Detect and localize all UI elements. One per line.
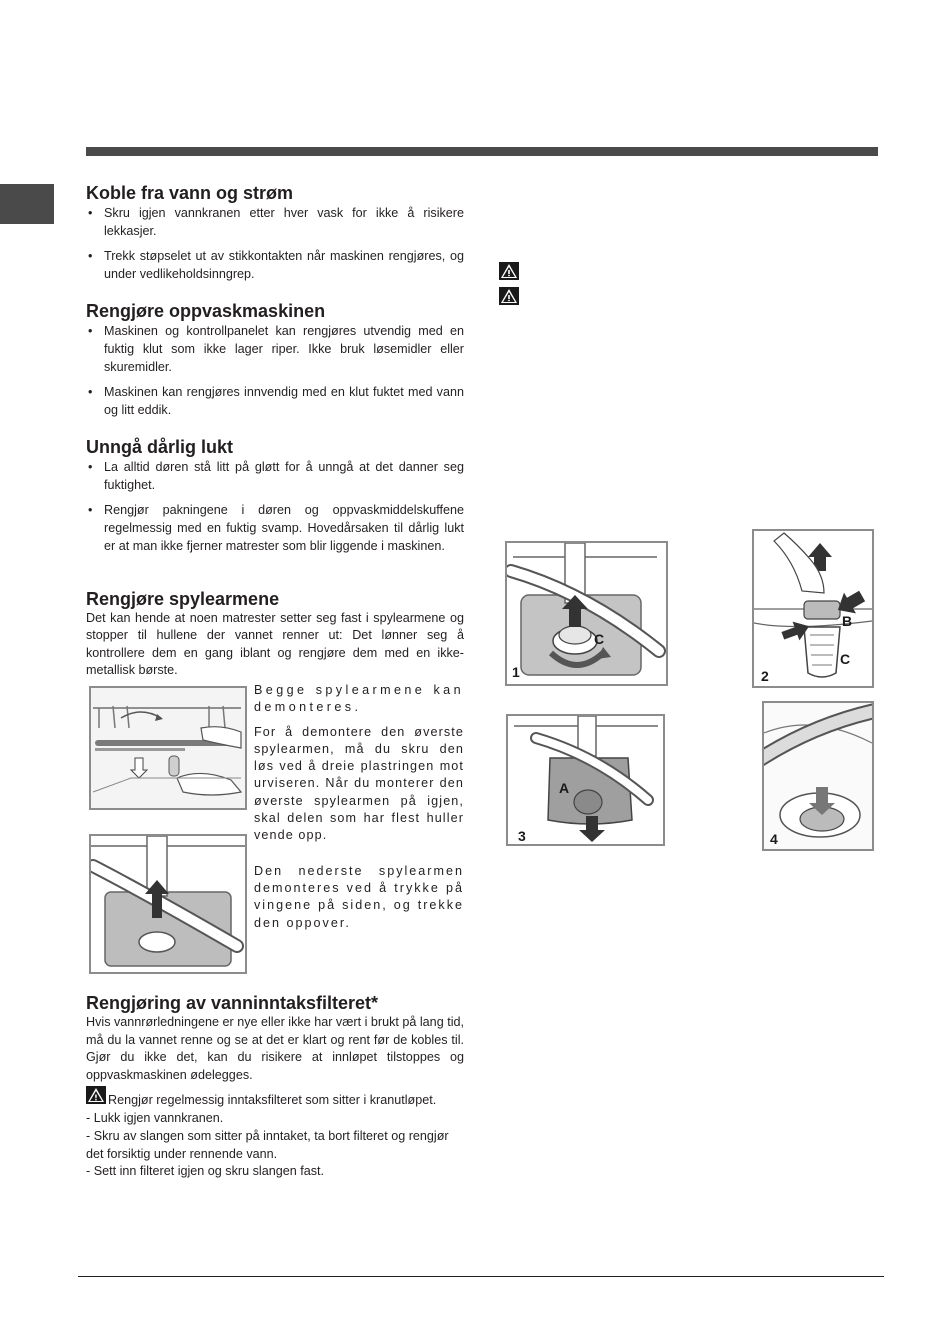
- bullet-text: Maskinen og kontrollpanelet kan rengjøres utvendig med en fuktig klut som ikke lager riper. Ikke bruk løsemidler eller skuremidler.: [104, 324, 464, 374]
- bullet-symbol: •: [88, 503, 93, 517]
- bullet-item: [86, 458, 464, 494]
- bullet-item: [86, 383, 464, 419]
- section-odour: [86, 436, 464, 555]
- section-inlet-filter: [86, 992, 464, 1084]
- language-tab-marker: [0, 184, 54, 224]
- section-spray-arms: [86, 588, 464, 679]
- upper-spray-arm-illustration: [89, 686, 247, 810]
- step-close-tap: - Lukk igjen vannkranen.: [86, 1111, 224, 1125]
- section-title: Koble fra vann og strøm: [86, 183, 294, 203]
- figure-number: 2: [761, 668, 769, 684]
- section-clean-machine: [86, 300, 464, 419]
- bullet-symbol: •: [88, 385, 93, 399]
- warning-text: Rengjør regelmessig inntaksfilteret som sitter i kranutløpet.: [108, 1093, 437, 1107]
- header-rule: [86, 147, 878, 156]
- warning-icon: [499, 287, 519, 310]
- figure-number: 1: [512, 664, 520, 680]
- bullet-symbol: •: [88, 206, 93, 220]
- bullet-text: La alltid døren stå litt på gløtt for å unngå at det danner seg fuktighet.: [104, 460, 464, 492]
- filter-figure-2: [752, 529, 874, 688]
- section-intro: Hvis vannrørledningene er nye eller ikke har vært i brukt på lang tid, må du la vannet renne og se at det er klart og rent før de kobles til. Gjør du ikke det, kan du risikere at innløpet tilstoppes og oppvaskmaskinen ødelegges.: [86, 1015, 464, 1082]
- filter-figure-3: [506, 714, 665, 846]
- bullet-symbol: •: [88, 249, 93, 263]
- bullet-item: [86, 247, 464, 283]
- bullet-symbol: •: [88, 324, 93, 338]
- warning-icon: [86, 1086, 106, 1104]
- bullet-text: Rengjør pakningene i døren og oppvaskmiddelskuffene regelmessig med en fuktig svamp. Hovedårsaken til dårlig lukt er at man ikke fjerner matrester som blir liggende i maskinen.: [104, 503, 464, 553]
- section-title: Unngå dårlig lukt: [86, 437, 234, 457]
- filter-figure-1: [505, 541, 668, 686]
- para-upper-arm: For å demontere den øverste spylearmen, må du skru den løs ved å dreie plastringen mot urviseren. Når du monterer den øverste spylearmen på igjen, skal delen som har flest huller vende opp.: [254, 724, 464, 843]
- figure-callout-c: C: [840, 651, 851, 667]
- section-intro: Det kan hende at noen matrester setter seg fast i spylearmene og stopper til hullene der vannet renner ut: Det lønner seg å kontrollere dem en gang iblant og rengjøre dem med en ikke-metallisk børste.: [86, 611, 464, 677]
- bullet-item: [86, 322, 464, 376]
- step-remove-hose: - Skru av slangen som sitter på inntaket, ta bort filteret og rengjør det forsiktig under rennende vann.: [86, 1129, 449, 1161]
- warning-glyph: !: [94, 1093, 98, 1103]
- warning-icon: [499, 262, 519, 285]
- figure-callout-a: A: [559, 780, 570, 796]
- filter-figure-4: [762, 701, 874, 851]
- bullet-text: Maskinen kan rengjøres innvendig med en klut fuktet med vann og litt eddik.: [104, 385, 464, 417]
- bullet-item: [86, 501, 464, 555]
- para-both-arms: Begge spylearmene kan demonteres.: [254, 683, 464, 715]
- figure-callout-c: C: [594, 631, 605, 647]
- bullet-symbol: •: [88, 460, 93, 474]
- section-title: Rengjøring av vanninntaksfilteret*: [86, 993, 379, 1013]
- bullet-text: Trekk støpselet ut av stikkontakten når maskinen rengjøres, og under vedlikeholdsinngrep.: [104, 249, 464, 281]
- lower-spray-arm-illustration: [89, 834, 247, 974]
- bullet-text: Skru igjen vannkranen etter hver vask for ikke å risikere lekkasjer.: [104, 206, 464, 238]
- figure-callout-b: B: [842, 613, 853, 629]
- figure-number: 3: [518, 828, 526, 844]
- para-lower-arm: Den nederste spylearmen demonteres ved å trykke på vingene på siden, og trekke den oppover.: [254, 863, 464, 930]
- spray-arm-instructions: [254, 682, 464, 932]
- section-disconnect: [86, 182, 464, 283]
- section-title: Rengjøre oppvaskmaskinen: [86, 301, 326, 321]
- bullet-item: [86, 204, 464, 240]
- step-reinsert-filter: - Sett inn filteret igjen og skru slangen fast.: [86, 1164, 325, 1178]
- figure-number: 4: [770, 831, 778, 847]
- footer-rule: [78, 1276, 884, 1277]
- section-title: Rengjøre spylearmene: [86, 589, 280, 609]
